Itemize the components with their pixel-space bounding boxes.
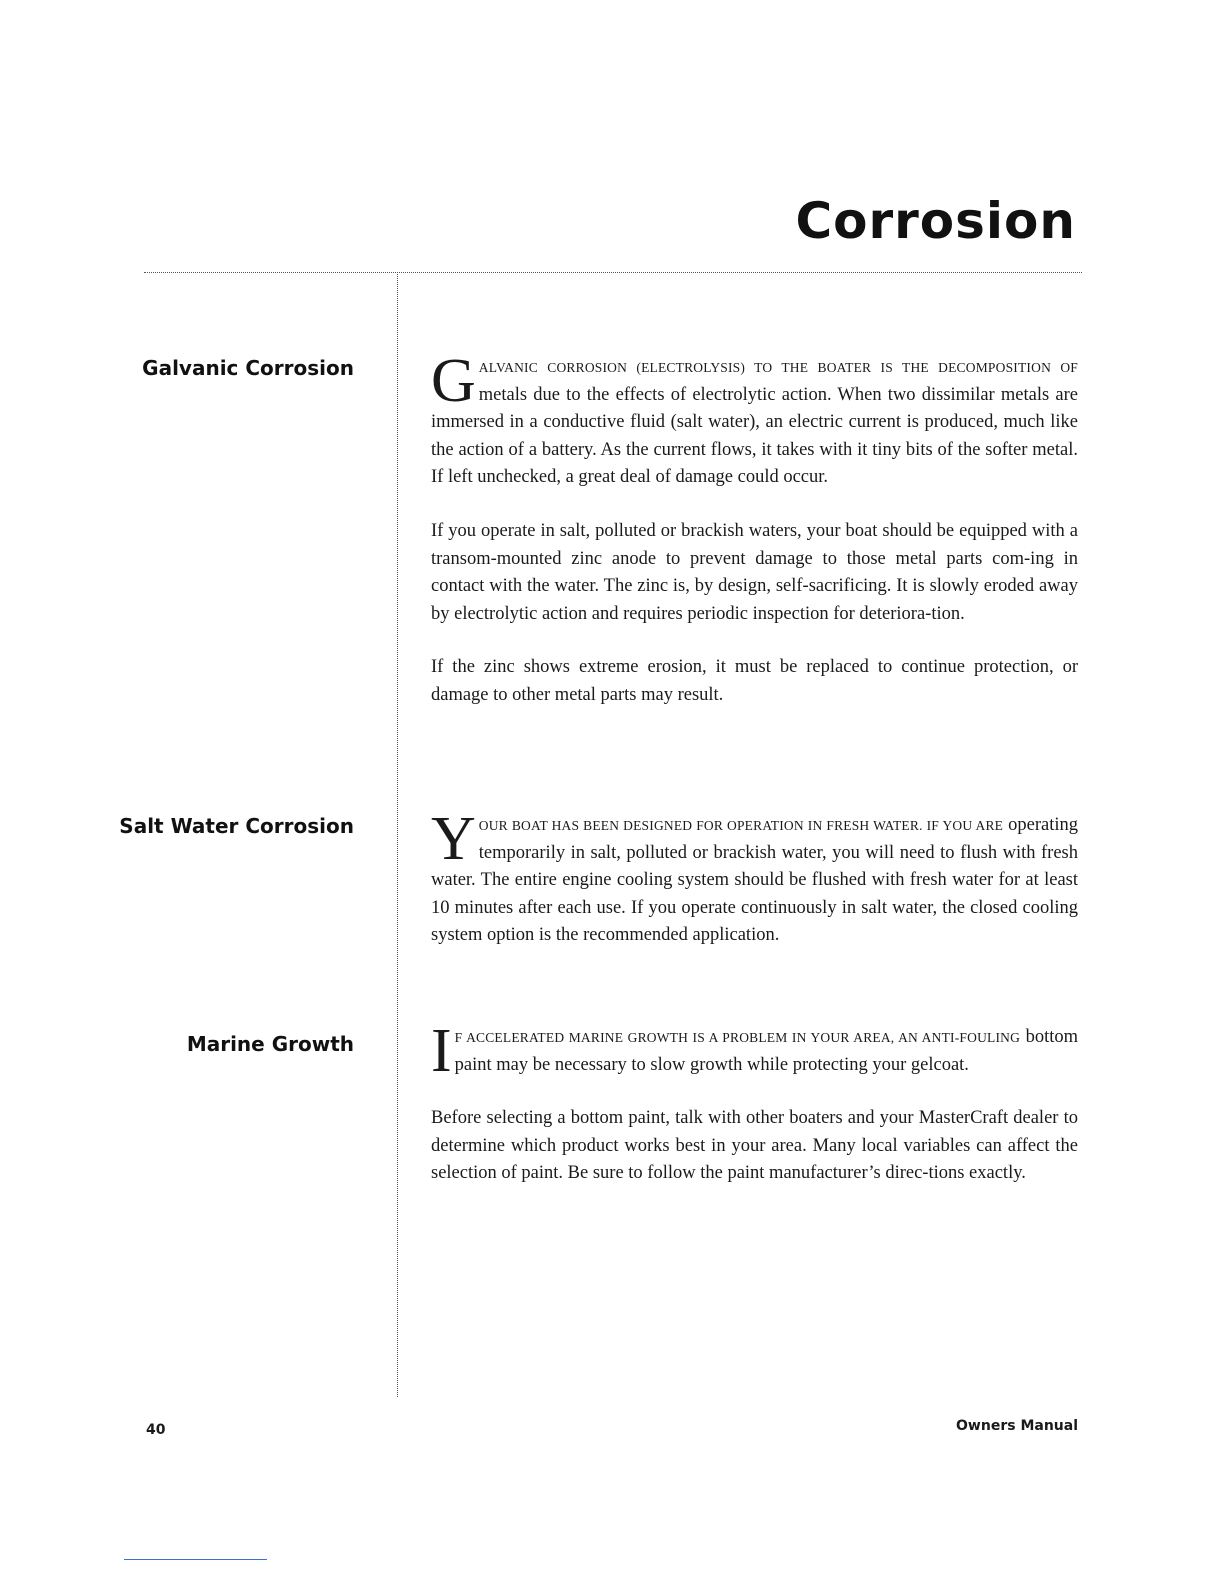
section-heading-salt-water-corrosion: Salt Water Corrosion xyxy=(119,814,354,838)
page-number: 40 xyxy=(146,1422,166,1438)
header-divider xyxy=(144,272,1082,273)
section-body-salt-water-corrosion xyxy=(431,805,1079,976)
paragraph xyxy=(431,805,1079,950)
section-heading-marine-growth: Marine Growth xyxy=(186,1032,354,1056)
section-body-galvanic-corrosion xyxy=(431,347,1078,736)
section-heading-galvanic-corrosion: Galvanic Corrosion xyxy=(142,356,354,380)
drop-cap: G xyxy=(431,347,476,415)
paragraph xyxy=(431,1017,1078,1085)
lead-in: OUR BOAT HAS BEEN DESIGNED FOR OPERATION IN FRESH WATER. IF YOU ARE xyxy=(478,818,1004,833)
page-title: Corrosion xyxy=(795,192,1076,250)
drop-cap: Y xyxy=(431,805,476,873)
section-body-marine-growth xyxy=(431,1017,1078,1214)
paragraph-text: bottom paint may be necessary to slow growth while protecting your gelcoat. xyxy=(454,1027,1078,1075)
paragraph xyxy=(431,347,1078,492)
paragraph: If you operate in salt, polluted or brackish waters, your boat should be equipped with a transom-mounted zinc anode to prevent damage to those metal parts com-ing in contact with the water. The zinc is, by design, self-sacrificing. It is slowly eroded away by electrolytic action and requires periodic inspection for deteriora-tion. xyxy=(431,520,1078,624)
lead-in: F ACCELERATED MARINE GROWTH IS A PROBLEM IN YOUR AREA, AN ANTI-FOULING xyxy=(454,1030,1021,1045)
paragraph: Before selecting a bottom paint, talk with other boaters and your MasterCraft dealer to determine which product works best in your area. Many local variables can affect the selection of paint. Be sure to follow the paint manufacturer’s direc-tions exactly. xyxy=(431,1108,1078,1184)
footer-title: Owners Manual xyxy=(956,1418,1078,1434)
lead-in: ALVANIC CORROSION (ELECTROLYSIS) TO THE BOATER IS THE DECOMPOSITION OF xyxy=(478,360,1078,375)
paragraph: If the zinc shows extreme erosion, it must be replaced to continue protection, or damage to other metal parts may result. xyxy=(431,657,1078,705)
paragraph-text: operating temporarily in salt, polluted or brackish water, you will need to flush with fresh water. The entire engine cooling system should be flushed with fresh water for at least 10 minutes after each use. If you operate continuously in salt water, the closed cooling system option is the recommended application. xyxy=(431,815,1079,946)
drop-cap: I xyxy=(431,1017,452,1085)
paragraph-text: metals due to the effects of electrolytic action. When two dissimilar metals are immersed in a conductive fluid (salt water), an electric current is produced, much like the action of a battery. As the current flows, it takes with it tiny bits of the softer metal. If left unchecked, a great deal of damage could occur. xyxy=(431,384,1078,488)
column-divider xyxy=(397,272,398,1397)
scan-artifact-line xyxy=(124,1559,267,1560)
